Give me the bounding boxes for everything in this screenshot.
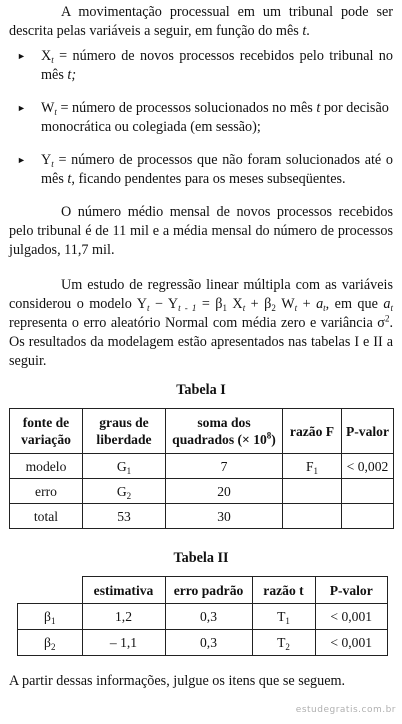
cell-estimativa: 1,2 — [82, 604, 165, 630]
mean-paragraph: O número médio mensal de novos processos recebidos pelo tribunal é de 11 mil e a média mensal do número de processos julgados, 11,7 mil. — [9, 204, 393, 258]
cell-gl — [83, 454, 166, 479]
var-t: t — [67, 171, 72, 187]
closing-instruction: A partir dessas informações, julgue os itens que se seguem. — [9, 673, 346, 689]
model-sub: t — [390, 303, 393, 313]
var-sub: t — [51, 159, 54, 169]
cell-fonte: erro — [10, 479, 83, 504]
col-header-t: razão t — [252, 577, 315, 604]
col-header-estimativa: estimativa — [82, 577, 165, 604]
site-watermark: estudegratis.com.br — [295, 705, 396, 715]
col-header-fonte: fonte de variação — [10, 409, 83, 454]
table-row — [18, 630, 388, 656]
intro-text: A movimentação processual em um tribunal pode ser descrita pelas variáveis a seguir, em função do mês — [9, 4, 393, 39]
model-text: = β — [196, 296, 223, 312]
cell-erro: 0,3 — [165, 630, 252, 656]
model-text: − Y — [149, 296, 179, 312]
model-sub: 1 — [222, 303, 227, 313]
param-sub: 1 — [50, 616, 56, 626]
t-value: T — [277, 635, 286, 650]
table-row — [18, 604, 388, 630]
cell-p: < 0,001 — [315, 604, 388, 630]
var-text: = número de processos solucionados no mês — [56, 100, 317, 116]
intro-paragraph — [9, 3, 393, 41]
table-header-row — [10, 409, 394, 454]
f-sub: 1 — [313, 465, 319, 476]
model-text: + β — [245, 296, 272, 312]
table-header-row — [18, 577, 388, 604]
var-text-end: ; — [71, 67, 77, 83]
var-t: t — [67, 67, 72, 83]
var-sub: t — [54, 107, 57, 117]
bullet-arrow-icon: ► — [17, 51, 26, 61]
list-item — [9, 99, 393, 137]
cell-fonte: modelo — [10, 454, 83, 479]
col-header-blank — [18, 577, 83, 604]
anova-table — [9, 408, 394, 529]
table-2-caption: Tabela II — [173, 550, 229, 566]
var-name: Y — [41, 152, 52, 168]
model-text: . Os resultados da modelagem estão apresentados nas tabelas I e II a seguir. — [9, 315, 393, 369]
model-text: representa o erro aleatório Normal com média zero e variância σ — [9, 315, 385, 331]
cell-param — [18, 630, 83, 656]
model-sub: 2 — [271, 303, 276, 313]
cell-sq: 7 — [166, 454, 283, 479]
var-text: = número de novos processos recebidos pelo tribunal no mês — [41, 48, 393, 83]
coefficients-table — [17, 576, 388, 656]
cell-t — [252, 604, 315, 630]
var-text: = número de processos que não foram solucionados até o mês — [41, 152, 393, 187]
model-text: W — [275, 296, 295, 312]
model-error: a — [316, 296, 324, 312]
cell-sq: 30 — [166, 504, 283, 529]
model-text: , em que — [325, 296, 384, 312]
cell-f — [283, 504, 342, 529]
cell-p: < 0,002 — [342, 454, 394, 479]
model-sub: t — [242, 303, 246, 313]
list-item — [9, 151, 393, 189]
col-header-p: P-valor — [315, 577, 388, 604]
bullet-arrow-icon: ► — [17, 155, 26, 165]
model-error: a — [383, 296, 391, 312]
f-value: F — [305, 458, 314, 474]
cell-f — [283, 479, 342, 504]
table-1-caption: Tabela I — [176, 382, 226, 398]
col-header-p: P-valor — [342, 409, 394, 454]
gl-sub: 2 — [126, 490, 132, 501]
cell-gl: 53 — [83, 504, 166, 529]
gl-value: G — [116, 483, 127, 499]
param-sub: 2 — [50, 642, 56, 652]
model-sub: t — [294, 303, 298, 313]
var-text-end: por decisão monocrática ou colegiada (em sessão); — [41, 100, 389, 135]
t-value: T — [277, 609, 286, 624]
cell-param — [18, 604, 83, 630]
intro-end: . — [306, 23, 310, 39]
cell-sq: 20 — [166, 479, 283, 504]
gl-value: G — [116, 458, 127, 474]
table-row — [10, 479, 394, 504]
col-header-sq — [166, 409, 283, 454]
model-text: X — [226, 296, 243, 312]
sq-header-close: ) — [271, 432, 276, 447]
model-text: + — [297, 296, 317, 312]
t-sub: 2 — [285, 642, 290, 652]
model-text: Um estudo de regressão linear múltipla com as variáveis considerou o modelo Y — [9, 277, 393, 312]
model-sub: t — [146, 303, 150, 313]
cell-p: < 0,001 — [315, 630, 388, 656]
var-sub: t — [51, 55, 54, 65]
col-header-erro: erro padrão — [165, 577, 252, 604]
sq-header-sup: 8 — [266, 430, 272, 441]
cell-gl — [83, 479, 166, 504]
variable-y-definition — [41, 151, 393, 189]
col-header-f: razão F — [283, 409, 342, 454]
param-symbol: β — [44, 635, 51, 650]
list-item — [9, 47, 393, 85]
model-sub: t — [323, 303, 326, 313]
cell-p — [342, 504, 394, 529]
param-symbol: β — [44, 609, 51, 624]
variable-list — [9, 47, 393, 189]
t-sub: 1 — [285, 616, 290, 626]
intro-t: t — [302, 23, 307, 39]
bullet-arrow-icon: ► — [17, 103, 26, 113]
cell-f — [283, 454, 342, 479]
cell-estimativa: – 1,1 — [82, 630, 165, 656]
var-name: X — [41, 48, 52, 64]
cell-erro: 0,3 — [165, 604, 252, 630]
var-text-end: , ficando pendentes para os meses subseqüentes. — [71, 171, 346, 187]
cell-p — [342, 479, 394, 504]
model-sub: t - 1 — [178, 303, 197, 313]
cell-t — [252, 630, 315, 656]
cell-fonte: total — [10, 504, 83, 529]
variable-x-definition — [41, 47, 393, 85]
gl-sub: 1 — [126, 465, 132, 476]
variable-w-definition — [41, 99, 393, 137]
table-row — [10, 454, 394, 479]
model-paragraph — [9, 276, 393, 371]
table-row — [10, 504, 394, 529]
col-header-gl: graus de liberdade — [83, 409, 166, 454]
var-t: t — [316, 100, 321, 116]
model-sup: 2 — [384, 313, 390, 324]
sq-header-text: soma dos quadrados (× 10 — [172, 415, 267, 447]
var-name: W — [41, 100, 55, 116]
